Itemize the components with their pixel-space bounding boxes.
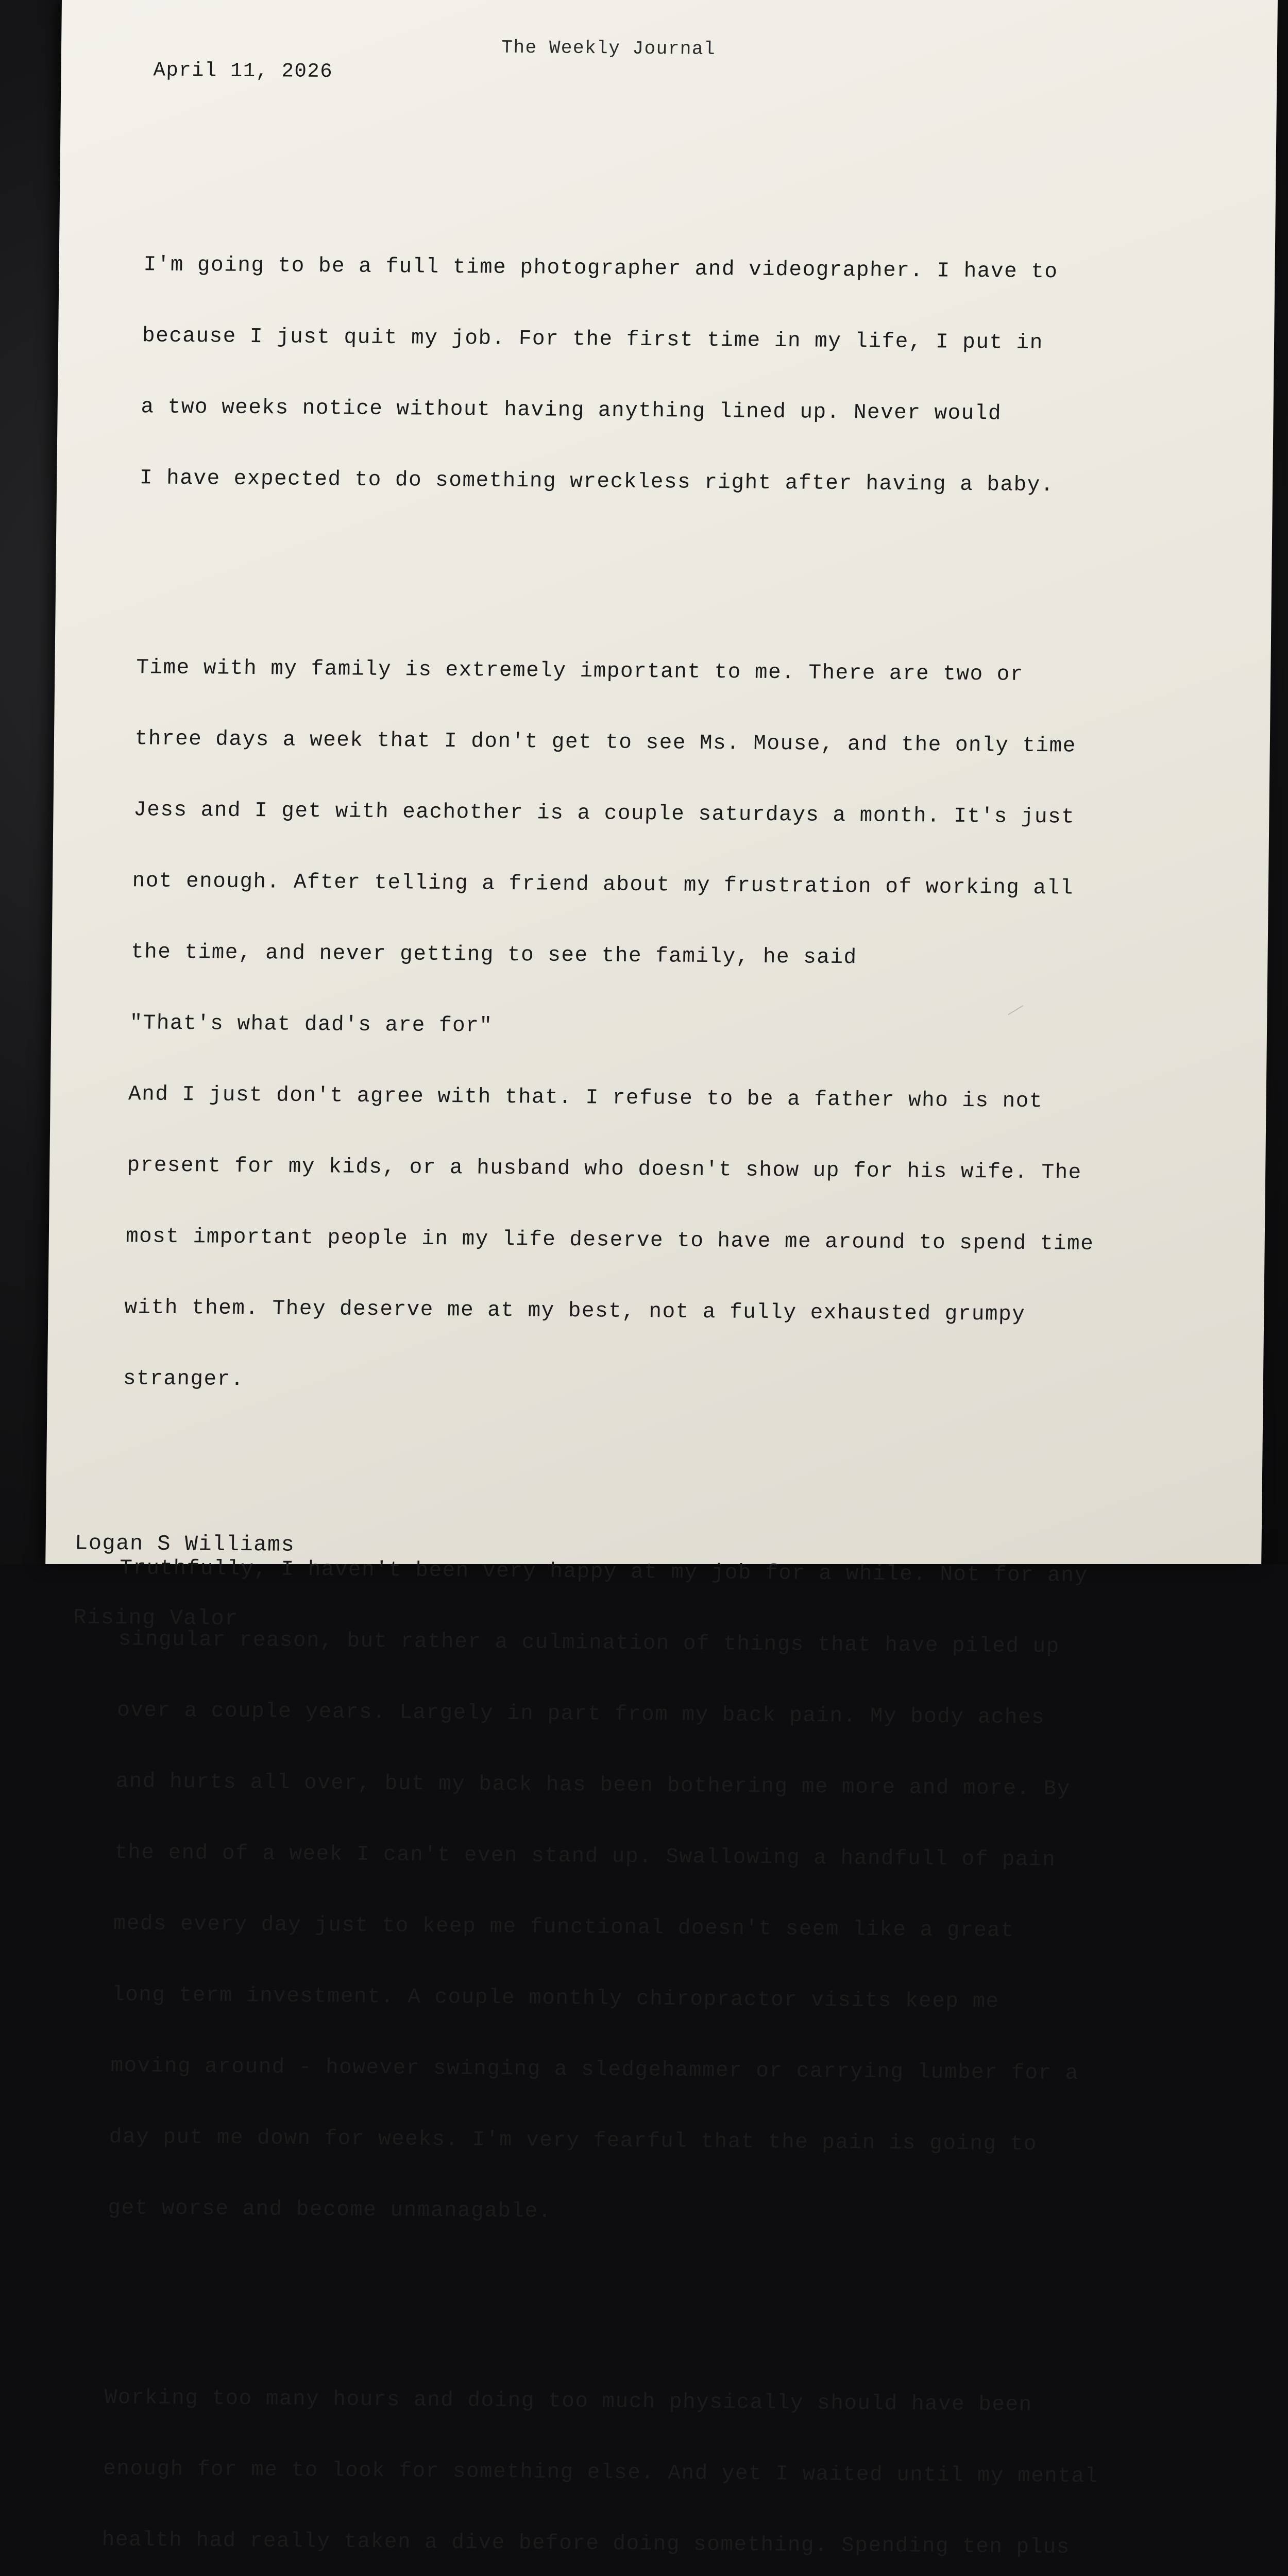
letter-body xyxy=(67,158,1253,2576)
text-line: most important people in my life deserve to have me around to spend time xyxy=(125,1225,1094,1257)
text-line: Truthfully, I haven't been very happy at my job for a while. Not for any xyxy=(119,1556,1088,1588)
text-line: not enough. After telling a friend about my frustration of working all xyxy=(132,869,1074,901)
text-line: day put me down for weeks. I'm very fearful that the pain is going to xyxy=(109,2125,1038,2157)
text-line: Jess and I get with eachother is a couple saturdays a month. It's just xyxy=(133,798,1075,829)
text-line: singular reason, but rather a culmination of things that have piled up xyxy=(118,1628,1060,1659)
text-line: get worse and become unmanagable. xyxy=(108,2196,552,2224)
text-line: a two weeks notice without having anything lined up. Never would xyxy=(141,395,1002,426)
text-line: "That's what dad's are for" xyxy=(129,1011,493,1038)
text-line: over a couple years. Largely in part from my back pain. My body aches xyxy=(116,1699,1045,1730)
typewritten-page xyxy=(45,0,1278,2560)
signature-org: Rising Valor xyxy=(73,1605,239,1632)
text-line: meds every day just to keep me functional doesn't seem like a great xyxy=(113,1912,1014,1943)
text-line: the time, and never getting to see the family, he said xyxy=(130,940,858,970)
text-line: enough for me to look for something else. And yet I waited until my mental xyxy=(103,2457,1099,2489)
page-content xyxy=(33,0,1277,2560)
text-line: I have expected to do something wreckless right after having a baby. xyxy=(139,466,1055,498)
text-line: and hurts all over, but my back has been bothering me more and more. By xyxy=(115,1770,1071,1801)
text-line: three days a week that I don't get to see Ms. Mouse, and the only time xyxy=(134,727,1077,758)
paragraph-1 xyxy=(139,206,1252,546)
text-line: Working too many hours and doing too much physically should have been xyxy=(104,2386,1033,2417)
journal-header: The Weekly Journal xyxy=(501,37,716,60)
text-line: health had really taken a dive before doing something. Spending ten plus xyxy=(101,2528,1071,2560)
text-line: Time with my family is extremely important to me. There are two or xyxy=(135,656,1024,687)
text-line: moving around - however swinging a sledgehammer or carrying lumber for a xyxy=(110,2054,1079,2086)
text-line: And I just don't agree with that. I refuse to be a father who is not xyxy=(128,1082,1043,1114)
paragraph-4 xyxy=(94,2338,1213,2576)
signature-name: Logan S Williams xyxy=(74,1531,295,1557)
letter-date: April 11, 2026 xyxy=(153,59,333,83)
text-line: stranger. xyxy=(123,1367,245,1392)
paragraph-2 xyxy=(122,608,1245,1447)
text-line: long term investment. A couple monthly chiropractor visits keep me xyxy=(111,1983,1000,2014)
text-line: the end of a week I can't even stand up. Swallowing a handfull of pain xyxy=(114,1841,1056,1872)
text-line: present for my kids, or a husband who doesn't show up for his wife. The xyxy=(127,1154,1082,1185)
text-line: because I just quit my job. For the first time in my life, I put in xyxy=(142,324,1044,355)
text-line: with them. They deserve me at my best, not a fully exhausted grumpy xyxy=(124,1296,1026,1327)
signature-block xyxy=(72,1484,296,1682)
text-line: I'm going to be a full time photographer and videographer. I have to xyxy=(143,253,1058,284)
